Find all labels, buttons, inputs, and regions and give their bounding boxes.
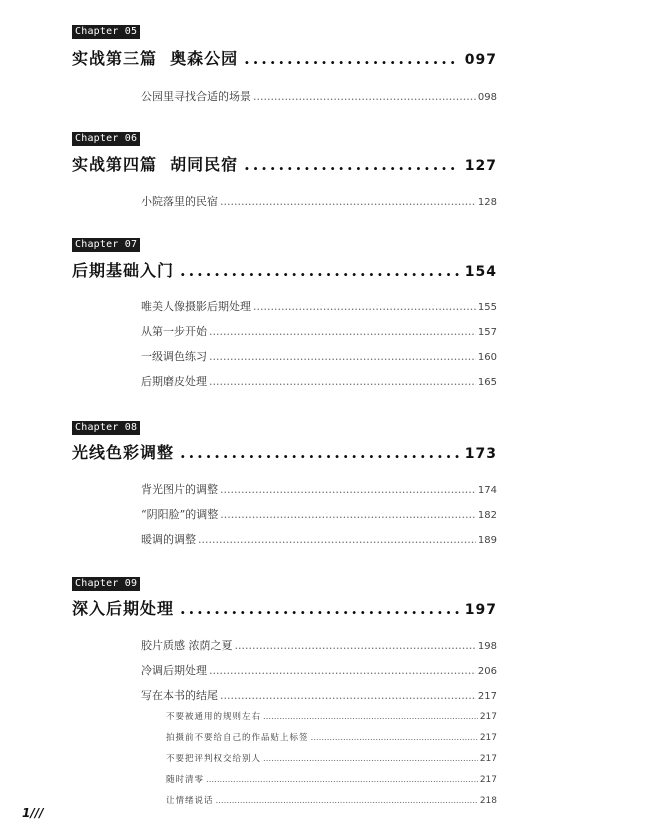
leader-dots bbox=[206, 774, 478, 786]
toc-entry[interactable] bbox=[141, 194, 497, 210]
folio-page-number: 1/// bbox=[22, 806, 44, 820]
leader-dots bbox=[220, 482, 476, 498]
chapter-tag: Chapter 06 bbox=[72, 132, 140, 146]
leader-dots bbox=[180, 260, 459, 282]
leader-dots bbox=[180, 598, 459, 620]
chapter-page-number: 097 bbox=[464, 52, 497, 68]
leader-dots bbox=[244, 154, 459, 176]
toc-entry-label: 从第一步开始 bbox=[141, 325, 207, 338]
leader-dots bbox=[220, 507, 476, 523]
chapter-page-number: 173 bbox=[464, 446, 497, 462]
chapter-page-number: 154 bbox=[464, 264, 497, 280]
toc-entry-label: 暖调的调整 bbox=[141, 533, 196, 546]
toc-entry-page: 217 bbox=[477, 691, 497, 702]
chapter-tag: Chapter 08 bbox=[72, 421, 140, 435]
toc-entry-label: 胶片质感 浓荫之夏 bbox=[141, 639, 233, 652]
chapter-page-number: 127 bbox=[464, 158, 497, 174]
toc-entry-page: 098 bbox=[477, 92, 497, 103]
chapter-title: 光线色彩调整 bbox=[72, 443, 175, 462]
leader-dots bbox=[209, 324, 476, 340]
toc-entry[interactable] bbox=[141, 89, 497, 105]
chapter-title: 实战第三篇 奥森公园 bbox=[72, 49, 239, 68]
toc-entry-label: 公园里寻找合适的场景 bbox=[141, 90, 251, 103]
chapter-tag: Chapter 09 bbox=[72, 577, 140, 591]
toc-entry[interactable] bbox=[141, 349, 497, 365]
chapter-title-row[interactable] bbox=[72, 598, 497, 620]
leader-dots bbox=[209, 663, 476, 679]
toc-entry-page: 165 bbox=[477, 377, 497, 388]
toc-entry-page: 198 bbox=[477, 641, 497, 652]
toc-subentry-page: 217 bbox=[479, 733, 497, 743]
chapter-tag: Chapter 05 bbox=[72, 25, 140, 39]
leader-dots bbox=[220, 194, 476, 210]
leader-dots bbox=[263, 753, 478, 765]
chapter-page-number: 197 bbox=[464, 602, 497, 618]
toc-entry[interactable] bbox=[141, 688, 497, 704]
leader-dots bbox=[209, 374, 476, 390]
toc-entry-label: 一级调色练习 bbox=[141, 350, 207, 363]
leader-dots bbox=[263, 711, 478, 723]
toc-entry[interactable] bbox=[141, 663, 497, 679]
toc-entry[interactable] bbox=[141, 482, 497, 498]
toc-entry-page: 174 bbox=[477, 485, 497, 496]
leader-dots bbox=[235, 638, 476, 654]
chapter-title: 实战第四篇 胡同民宿 bbox=[72, 155, 239, 174]
toc-subentry-label: 让情绪说话 bbox=[166, 796, 214, 806]
toc-entry-page: 182 bbox=[477, 510, 497, 521]
toc-entry[interactable] bbox=[141, 324, 497, 340]
toc-entry-page: 206 bbox=[477, 666, 497, 677]
toc-subentry[interactable] bbox=[166, 753, 497, 765]
toc-entry-page: 155 bbox=[477, 302, 497, 313]
chapter-title: 深入后期处理 bbox=[72, 599, 175, 618]
chapter-tag: Chapter 07 bbox=[72, 238, 140, 252]
toc-entry[interactable] bbox=[141, 638, 497, 654]
leader-dots bbox=[244, 48, 459, 70]
leader-dots bbox=[209, 349, 476, 365]
leader-dots bbox=[220, 688, 476, 704]
toc-subentry-page: 217 bbox=[479, 712, 497, 722]
toc-subentry-page: 218 bbox=[479, 796, 497, 806]
toc-subentry-page: 217 bbox=[479, 754, 497, 764]
toc-subentry[interactable] bbox=[166, 795, 497, 807]
leader-dots bbox=[216, 795, 478, 807]
leader-dots bbox=[180, 442, 459, 464]
chapter-title: 后期基础入门 bbox=[72, 261, 175, 280]
toc-subentry-label: 随时清零 bbox=[166, 775, 205, 785]
toc-subentry[interactable] bbox=[166, 732, 497, 744]
toc-entry-page: 128 bbox=[477, 197, 497, 208]
toc-subentry[interactable] bbox=[166, 774, 497, 786]
toc-subentry-label: 不要把评判权交给别人 bbox=[166, 754, 262, 764]
toc-entry-label: 唯美人像摄影后期处理 bbox=[141, 300, 251, 313]
toc-entry-label: “阴阳脸”的调整 bbox=[141, 508, 219, 521]
leader-dots bbox=[253, 299, 476, 315]
leader-dots bbox=[198, 532, 476, 548]
toc-entry-page: 189 bbox=[477, 535, 497, 546]
chapter-title-row[interactable] bbox=[72, 48, 497, 70]
toc-subentry-label: 拍摄前不要给自己的作品贴上标签 bbox=[166, 733, 309, 743]
toc-entry-label: 后期磨皮处理 bbox=[141, 375, 207, 388]
toc-subentry-page: 217 bbox=[479, 775, 497, 785]
toc-entry-label: 冷调后期处理 bbox=[141, 664, 207, 677]
chapter-title-row[interactable] bbox=[72, 154, 497, 176]
toc-subentry-label: 不要被通用的规则左右 bbox=[166, 712, 262, 722]
chapter-title-row[interactable] bbox=[72, 442, 497, 464]
leader-dots bbox=[311, 732, 478, 744]
toc-entry-label: 背光图片的调整 bbox=[141, 483, 218, 496]
leader-dots bbox=[253, 89, 476, 105]
toc-subentry[interactable] bbox=[166, 711, 497, 723]
chapter-title-row[interactable] bbox=[72, 260, 497, 282]
toc-entry-page: 160 bbox=[477, 352, 497, 363]
toc-entry-page: 157 bbox=[477, 327, 497, 338]
toc-entry[interactable] bbox=[141, 507, 497, 523]
toc-entry-label: 写在本书的结尾 bbox=[141, 689, 218, 702]
toc-entry[interactable] bbox=[141, 299, 497, 315]
toc-entry-label: 小院落里的民宿 bbox=[141, 195, 218, 208]
toc-entry[interactable] bbox=[141, 532, 497, 548]
toc-entry[interactable] bbox=[141, 374, 497, 390]
